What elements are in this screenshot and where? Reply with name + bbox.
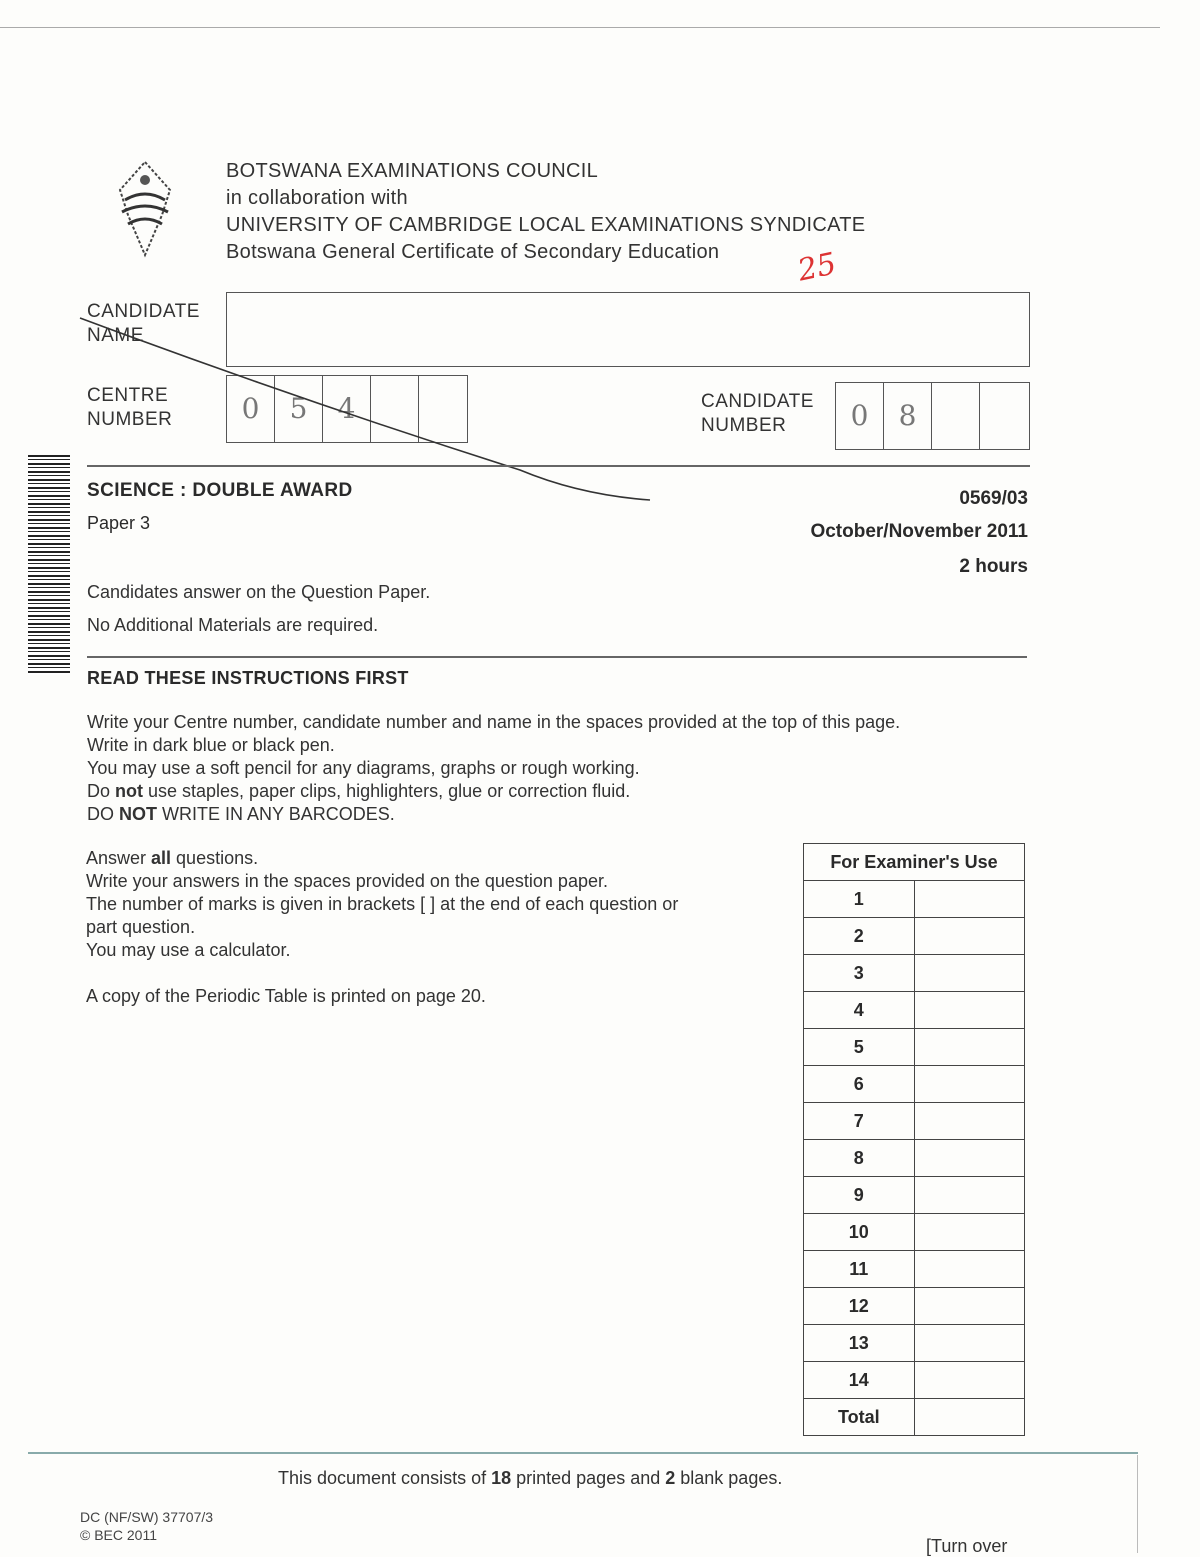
question-number: 4	[804, 992, 915, 1029]
question-number: 9	[804, 1177, 915, 1214]
university-name: UNIVERSITY OF CAMBRIDGE LOCAL EXAMINATIONS SYNDICATE	[226, 214, 866, 236]
question-number: 12	[804, 1288, 915, 1325]
mark-cell[interactable]	[914, 1029, 1024, 1066]
right-edge-rule	[1137, 1455, 1138, 1553]
org-name: BOTSWANA EXAMINATIONS COUNCIL	[226, 160, 599, 182]
mark-cell[interactable]	[914, 1140, 1024, 1177]
candidate-digit: 8	[884, 383, 932, 449]
collab-line: in collaboration with	[226, 187, 408, 209]
paper-code: 0569/03	[959, 488, 1028, 509]
table-row	[804, 1288, 1025, 1325]
question-number: 3	[804, 955, 915, 992]
candidate-digit: 0	[836, 383, 884, 449]
table-row	[804, 1325, 1025, 1362]
question-number: 5	[804, 1029, 915, 1066]
question-number: 14	[804, 1362, 915, 1399]
table-row	[804, 918, 1025, 955]
centre-digit: 4	[323, 376, 371, 442]
candidate-name-label: CANDIDATE NAME	[87, 301, 200, 346]
total-label: Total	[804, 1399, 915, 1436]
exam-session: October/November 2011	[810, 521, 1028, 542]
subject-title: SCIENCE : DOUBLE AWARD	[87, 480, 353, 501]
question-number: 2	[804, 918, 915, 955]
instructions-block-1: Write your Centre number, candidate number and name in the spaces provided at the top of this page. Write in dark blue or black pen. You may use a soft pencil for any diagrams, graphs or rough working. Do not use staples, paper clips, highlighters, glue or correction fluid. DO NOT WRITE IN ANY BARCODES.	[87, 712, 901, 824]
mark-cell[interactable]	[914, 1177, 1024, 1214]
mark-cell[interactable]	[914, 1362, 1024, 1399]
turn-over: [Turn over	[926, 1536, 1008, 1556]
table-row	[804, 1103, 1025, 1140]
mark-cell[interactable]	[914, 918, 1024, 955]
table-row	[804, 1177, 1025, 1214]
paper-number: Paper 3	[87, 513, 151, 533]
pen-strike-mark	[0, 0, 1200, 520]
mark-cell[interactable]	[914, 955, 1024, 992]
table-row	[804, 1066, 1025, 1103]
examiner-use-table	[803, 843, 1025, 1436]
divider-rule	[87, 656, 1027, 658]
periodic-table-note: A copy of the Periodic Table is printed on page 20.	[86, 986, 486, 1006]
footer-rule	[28, 1452, 1138, 1454]
copyright: © BEC 2011	[80, 1527, 157, 1543]
instructions-heading: READ THESE INSTRUCTIONS FIRST	[87, 668, 409, 688]
table-row	[804, 1140, 1025, 1177]
materials-note: No Additional Materials are required.	[87, 615, 379, 635]
centre-number-label: CENTRE NUMBER	[87, 385, 173, 430]
mark-cell[interactable]	[914, 1214, 1024, 1251]
centre-digit: 5	[275, 376, 323, 442]
total-mark-cell[interactable]	[914, 1399, 1024, 1436]
question-number: 7	[804, 1103, 915, 1140]
mark-cell[interactable]	[914, 1288, 1024, 1325]
mark-cell[interactable]	[914, 881, 1024, 918]
mark-cell[interactable]	[914, 1103, 1024, 1140]
table-row	[804, 992, 1025, 1029]
document-reference: DC (NF/SW) 37707/3	[80, 1509, 214, 1525]
centre-digit: 0	[227, 376, 275, 442]
mark-cell[interactable]	[914, 1325, 1024, 1362]
barcode	[28, 455, 70, 675]
instructions-block-2: Answer all questions. Write your answers in the spaces provided on the question paper. The number of marks is given in brackets [ ] at the end of each question or part question. You may use a calculator.	[86, 848, 679, 960]
exam-duration: 2 hours	[959, 556, 1028, 577]
table-row	[804, 1362, 1025, 1399]
question-number: 1	[804, 881, 915, 918]
question-number: 13	[804, 1325, 915, 1362]
mark-cell[interactable]	[914, 992, 1024, 1029]
handwritten-score: 25	[794, 246, 840, 289]
question-number: 6	[804, 1066, 915, 1103]
table-row	[804, 881, 1025, 918]
mark-cell[interactable]	[914, 1251, 1024, 1288]
examiner-table-title: For Examiner's Use	[804, 844, 1025, 881]
question-number: 10	[804, 1214, 915, 1251]
certificate-name: Botswana General Certificate of Secondary Education	[226, 241, 720, 263]
table-row	[804, 955, 1025, 992]
table-row	[804, 1251, 1025, 1288]
table-row	[804, 1029, 1025, 1066]
mark-cell[interactable]	[914, 1066, 1024, 1103]
question-number: 11	[804, 1251, 915, 1288]
answer-on-paper: Candidates answer on the Question Paper.	[87, 582, 431, 602]
question-number: 8	[804, 1140, 915, 1177]
divider-rule	[87, 465, 1030, 467]
page-count-note: This document consists of 18 printed pages and 2 blank pages.	[278, 1468, 783, 1488]
table-row	[804, 1214, 1025, 1251]
candidate-number-label: CANDIDATE NUMBER	[701, 391, 814, 436]
table-row	[804, 1399, 1025, 1436]
